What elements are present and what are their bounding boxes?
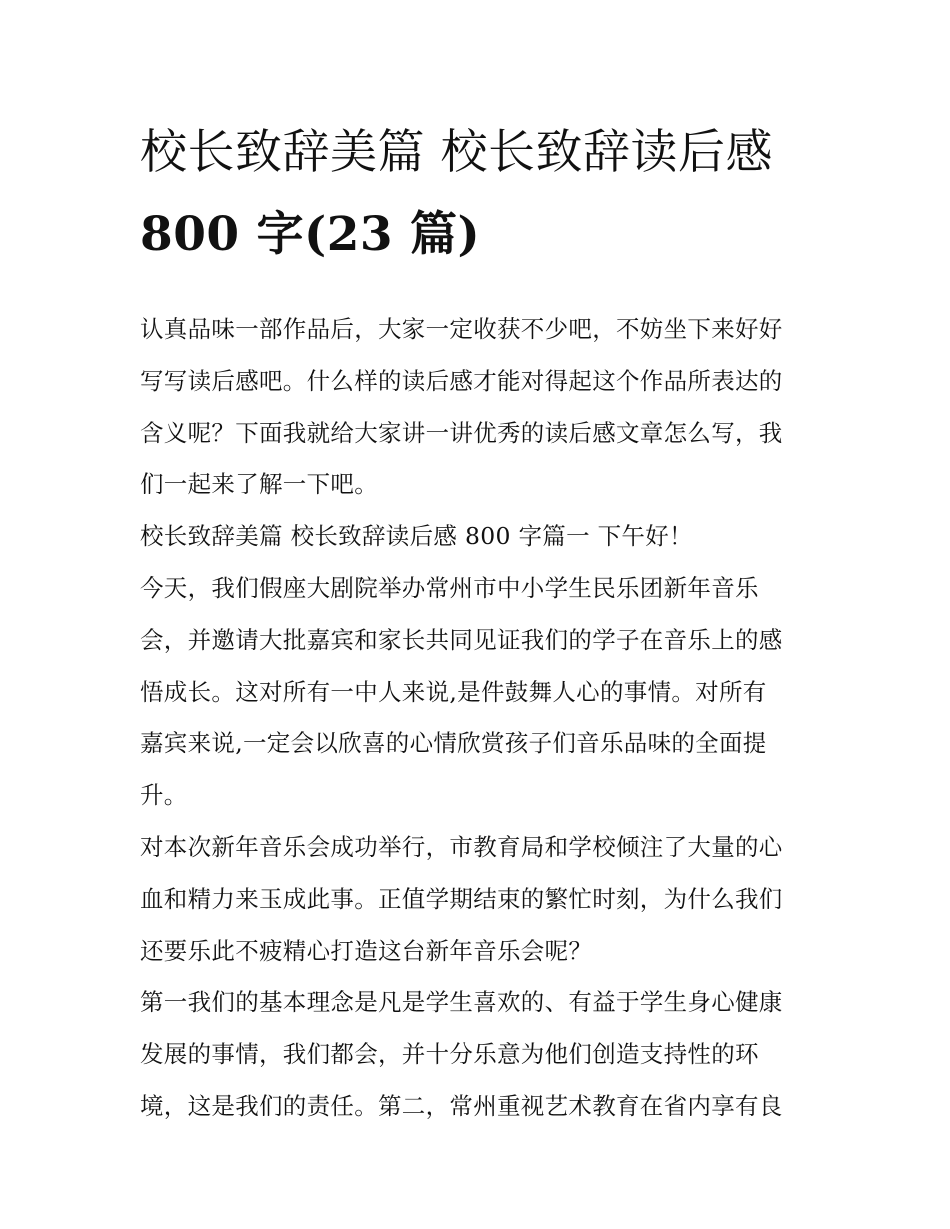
text-line: 今天，我们假座大剧院举办常州市中小学生民乐团新年音乐 [140, 573, 759, 602]
document-title [140, 112, 812, 276]
paragraph-intro [140, 304, 812, 511]
text-line: 境，这是我们的责任。第二，常州重视艺术教育在省内享有良 [140, 1091, 783, 1120]
paragraph-section-heading [140, 511, 812, 563]
text-line: 们一起来了解一下吧。 [140, 470, 378, 499]
paragraph-body [140, 977, 812, 1132]
text-line: 还要乐此不疲精心打造这台新年音乐会呢？ [140, 936, 593, 965]
document-page [140, 112, 812, 1133]
title-line-1: 校长致辞美篇 校长致辞读后感 [140, 125, 773, 180]
text-line: 第一我们的基本理念是凡是学生喜欢的、有益于学生身心健康 [140, 988, 783, 1017]
text-line: 悟成长。这对所有一中人来说,是件鼓舞人心的事情。对所有 [140, 677, 767, 706]
text-line: 升。 [140, 781, 188, 810]
title-line-2: 800 字(23 篇) [140, 207, 481, 262]
paragraph-body [140, 822, 812, 977]
paragraph-body [140, 563, 812, 822]
text-line: 对本次新年音乐会成功举行，市教育局和学校倾注了大量的心 [140, 832, 783, 861]
text-line: 含义呢？下面我就给大家讲一讲优秀的读后感文章怎么写，我 [140, 418, 783, 447]
text-line: 认真品味一部作品后，大家一定收获不少吧，不妨坐下来好好 [140, 315, 783, 343]
text-line: 发展的事情，我们都会，并十分乐意为他们创造支持性的环 [140, 1040, 759, 1069]
text-line: 会，并邀请大批嘉宾和家长共同见证我们的学子在音乐上的感 [140, 625, 783, 654]
text-line: 校长致辞美篇 校长致辞读后感 800 字篇一 下午好！ [140, 522, 693, 551]
text-line: 嘉宾来说,一定会以欣喜的心情欣赏孩子们音乐品味的全面提 [140, 729, 767, 758]
document-body [140, 304, 812, 1133]
text-line: 写写读后感吧。什么样的读后感才能对得起这个作品所表达的 [140, 366, 783, 395]
text-line: 血和精力来玉成此事。正值学期结束的繁忙时刻，为什么我们 [140, 884, 783, 913]
